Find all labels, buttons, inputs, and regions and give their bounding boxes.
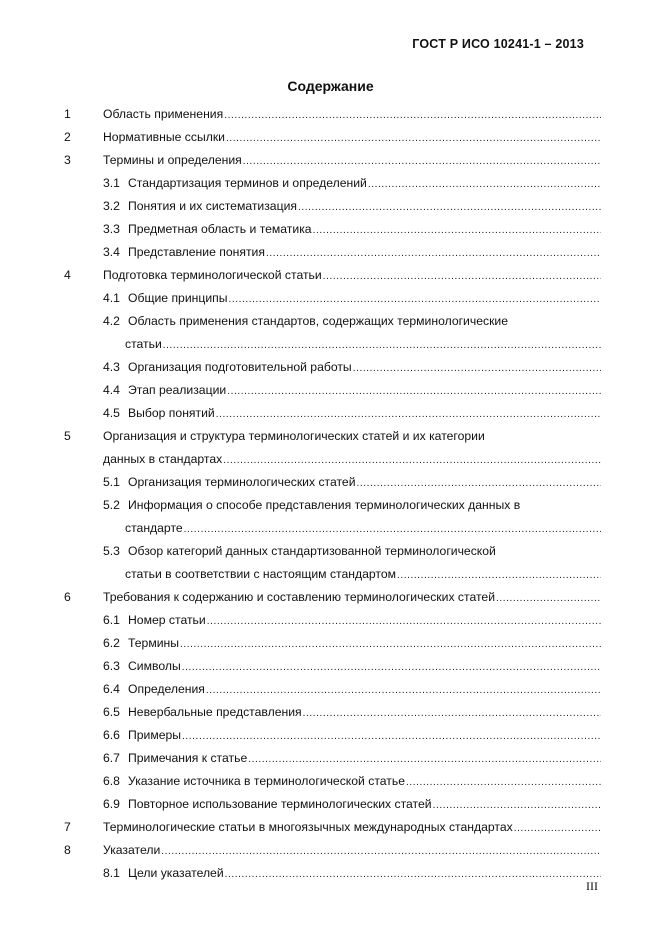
toc-subsection-number: 6.1 <box>103 613 120 627</box>
toc-subsection-number: 5.1 <box>103 475 120 489</box>
toc-entry-line <box>103 586 601 610</box>
toc-entry-title: Определения <box>128 682 205 696</box>
toc-entry[interactable] <box>0 494 661 517</box>
toc-subsection-number: 4.4 <box>103 383 120 397</box>
toc-entry[interactable] <box>0 402 661 425</box>
toc-entry-line <box>103 839 601 863</box>
toc-entry[interactable] <box>0 471 661 494</box>
toc-entry-title: Стандартизация терминов и определений <box>128 176 367 190</box>
toc-entry-title: Подготовка терминологической статьи <box>103 268 322 282</box>
toc-entry-line <box>103 724 601 748</box>
toc-entry-title: Примечания к статье <box>128 751 248 765</box>
toc-entry-title: Требования к содержанию и составлению терминологических статей <box>103 590 495 604</box>
toc-entry-line <box>103 425 601 448</box>
toc-subsection-number: 6.2 <box>103 636 120 650</box>
toc-entry-number: 4 <box>64 268 71 282</box>
toc-entry-title: Символы <box>128 659 181 673</box>
toc-entry-title: Невербальные представления <box>128 705 302 719</box>
toc-entry-title: Нормативные ссылки <box>103 130 225 144</box>
dot-leader <box>223 449 601 472</box>
dot-leader <box>207 610 601 633</box>
dot-leader <box>496 587 601 610</box>
toc-subsection-number: 6.9 <box>103 797 120 811</box>
toc-entry-title: Повторное использование терминологических статей <box>128 797 432 811</box>
toc-entry-line <box>103 195 601 219</box>
toc-entry-line <box>103 747 601 771</box>
toc-subsection-number: 3.2 <box>103 199 120 213</box>
toc-entry[interactable] <box>0 310 661 333</box>
toc-entry-title: стандарте <box>125 521 183 535</box>
toc-entry-title: Предметная область и тематика <box>128 222 312 236</box>
toc-entry-line <box>125 563 601 587</box>
toc-entry-line <box>103 149 601 173</box>
toc-subsection-number: 6.4 <box>103 682 120 696</box>
toc-entry[interactable] <box>0 517 661 540</box>
toc-entry[interactable] <box>0 425 661 448</box>
dot-leader <box>353 357 601 380</box>
toc-entry[interactable] <box>0 793 661 816</box>
toc-entry-title: Терминологические статьи в многоязычных международных стандартах <box>103 820 513 834</box>
toc-subsection-number: 8.1 <box>103 866 120 880</box>
toc-entry-title: Термины <box>128 636 179 650</box>
toc-subsection-number: 5.3 <box>103 544 120 558</box>
dot-leader <box>224 104 601 127</box>
dot-leader <box>243 150 601 173</box>
toc-entry-title: статьи <box>125 337 162 351</box>
toc-entry-title: Выбор понятий <box>128 406 215 420</box>
toc-subsection-number: 5.2 <box>103 498 120 512</box>
toc-entry-line <box>103 816 601 840</box>
dot-leader <box>163 334 601 357</box>
toc-entry-title: Организация и структура терминологических статей и их категории <box>103 429 485 443</box>
toc-entry[interactable] <box>0 563 661 586</box>
toc-entry-number: 1 <box>64 107 71 121</box>
toc-subsection-number: 3.1 <box>103 176 120 190</box>
dot-leader <box>266 242 601 265</box>
toc-subsection-number: 3.4 <box>103 245 120 259</box>
toc-entry-line <box>103 655 601 679</box>
dot-leader <box>368 173 601 196</box>
toc-entry[interactable] <box>0 770 661 793</box>
toc-entry-title: Термины и определения <box>103 153 242 167</box>
toc-entry-line <box>103 356 601 380</box>
toc-entry[interactable] <box>0 264 661 287</box>
toc-entry-number: 6 <box>64 590 71 604</box>
dot-leader <box>225 863 601 886</box>
dot-leader <box>182 656 601 679</box>
toc-entry-line <box>103 172 601 196</box>
toc-entry-line <box>103 770 601 794</box>
dot-leader <box>406 771 601 794</box>
page-number: III <box>586 879 598 893</box>
toc-entry-title: Область применения стандартов, содержащих терминологические <box>128 314 509 328</box>
toc-entry-line <box>103 471 601 495</box>
toc-entry-number: 3 <box>64 153 71 167</box>
toc-entry-title: Примеры <box>128 728 182 742</box>
page-title <box>0 78 661 94</box>
toc-subsection-number: 4.3 <box>103 360 120 374</box>
toc-entry[interactable] <box>0 287 661 310</box>
toc-entry[interactable] <box>0 586 661 609</box>
toc-entry-title: Этап реализации <box>128 383 227 397</box>
toc-entry-title: Общие принципы <box>128 291 228 305</box>
toc-entry[interactable] <box>0 609 661 632</box>
table-of-contents <box>0 103 661 885</box>
toc-entry[interactable] <box>0 195 661 218</box>
toc-entry[interactable] <box>0 678 661 701</box>
toc-entry-title: Обзор категорий данных стандартизованной терминологической <box>128 544 496 558</box>
toc-entry[interactable] <box>0 724 661 747</box>
dot-leader <box>227 380 601 403</box>
dot-leader <box>298 196 601 219</box>
toc-entry-title: статьи в соответствии с настоящим стандартом <box>125 567 396 581</box>
dot-leader <box>180 633 601 656</box>
toc-entry[interactable] <box>0 126 661 149</box>
toc-subsection-number: 6.6 <box>103 728 120 742</box>
toc-entry[interactable] <box>0 655 661 678</box>
toc-entry[interactable] <box>0 149 661 172</box>
toc-entry-line <box>125 333 601 357</box>
toc-entry[interactable] <box>0 540 661 563</box>
toc-entry-line <box>103 678 601 702</box>
toc-title-text: Содержание <box>287 78 374 94</box>
toc-entry-number: 7 <box>64 820 71 834</box>
toc-entry[interactable] <box>0 379 661 402</box>
toc-entry-title: данных в стандартах <box>103 452 223 466</box>
toc-entry[interactable] <box>0 816 661 839</box>
toc-entry-title: Понятия и их систематизация <box>128 199 297 213</box>
toc-subsection-number: 4.2 <box>103 314 120 328</box>
toc-entry-title: Организация терминологических статей <box>128 475 356 489</box>
toc-entry[interactable] <box>0 356 661 379</box>
toc-entry[interactable] <box>0 241 661 264</box>
toc-entry-title: Представление понятия <box>128 245 265 259</box>
toc-entry-line <box>103 862 601 886</box>
toc-entry[interactable] <box>0 701 661 724</box>
dot-leader <box>514 817 601 840</box>
toc-entry-title: Номер статьи <box>128 613 206 627</box>
toc-entry-line <box>103 609 601 633</box>
dot-leader <box>206 679 601 702</box>
toc-entry-title: Указание источника в терминологической статье <box>128 774 406 788</box>
toc-entry-line <box>103 494 601 517</box>
toc-entry[interactable] <box>0 218 661 241</box>
toc-subsection-number: 6.7 <box>103 751 120 765</box>
toc-entry-title: Цели указателей <box>128 866 224 880</box>
toc-entry-line <box>103 264 601 288</box>
toc-entry-line <box>103 540 601 563</box>
toc-entry-line <box>103 448 601 472</box>
toc-entry-number: 8 <box>64 843 71 857</box>
toc-entry-line <box>103 103 601 127</box>
dot-leader <box>313 219 601 242</box>
dot-leader <box>226 127 601 150</box>
toc-entry[interactable] <box>0 448 661 471</box>
toc-entry[interactable] <box>0 632 661 655</box>
toc-subsection-number: 4.5 <box>103 406 120 420</box>
dot-leader <box>216 403 601 426</box>
toc-entry-title: Организация подготовительной работы <box>128 360 352 374</box>
toc-entry-number: 5 <box>64 429 71 443</box>
toc-entry-line <box>103 218 601 242</box>
dot-leader <box>184 518 601 541</box>
toc-subsection-number: 6.3 <box>103 659 120 673</box>
toc-entry-line <box>103 632 601 656</box>
toc-subsection-number: 6.8 <box>103 774 120 788</box>
toc-entry-title: Информация о способе представления терминологических данных в <box>128 498 521 512</box>
toc-entry[interactable] <box>0 103 661 126</box>
dot-leader <box>433 794 601 817</box>
dot-leader <box>397 564 601 587</box>
toc-subsection-number: 3.3 <box>103 222 120 236</box>
toc-entry-title: Указатели <box>103 843 161 857</box>
document-code: ГОСТ Р ИСО 10241-1 – 2013 <box>412 37 584 51</box>
toc-entry-line <box>103 287 601 311</box>
toc-entry[interactable] <box>0 747 661 770</box>
toc-entry-line <box>103 379 601 403</box>
toc-subsection-number: 6.5 <box>103 705 120 719</box>
toc-subsection-number: 4.1 <box>103 291 120 305</box>
toc-entry-line <box>103 241 601 265</box>
toc-entry-line <box>125 517 601 541</box>
dot-leader <box>357 472 601 495</box>
dot-leader <box>182 725 601 748</box>
toc-entry[interactable] <box>0 172 661 195</box>
toc-entry[interactable] <box>0 333 661 356</box>
toc-entry-line <box>103 793 601 817</box>
toc-entry-line <box>103 126 601 150</box>
dot-leader <box>161 840 601 863</box>
toc-entry[interactable] <box>0 862 661 885</box>
toc-entry-line <box>103 701 601 725</box>
toc-entry-number: 2 <box>64 130 71 144</box>
dot-leader <box>303 702 601 725</box>
toc-entry-line <box>103 402 601 426</box>
dot-leader <box>323 265 601 288</box>
toc-entry-line <box>103 310 601 333</box>
toc-entry[interactable] <box>0 839 661 862</box>
toc-entry-title: Область применения <box>103 107 224 121</box>
dot-leader <box>248 748 601 771</box>
dot-leader <box>229 288 601 311</box>
